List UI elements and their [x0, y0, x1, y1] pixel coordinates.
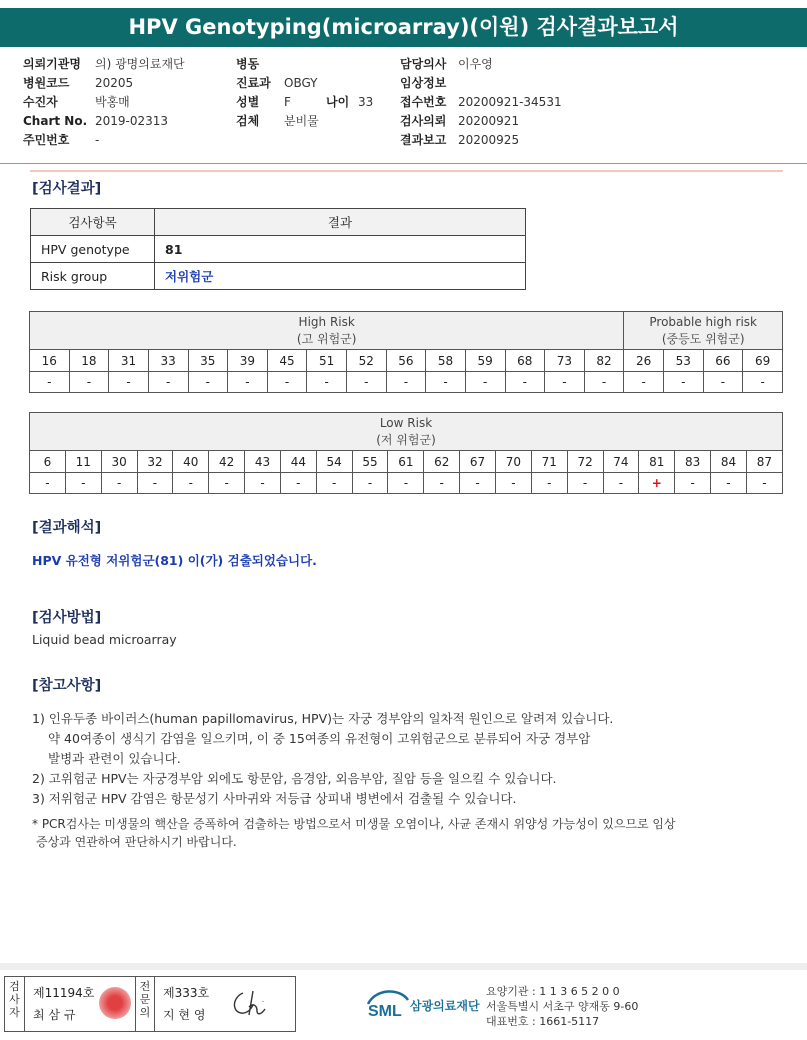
- genotype-number: 18: [69, 350, 109, 372]
- phone: 대표번호 : 1661-5117: [486, 1015, 600, 1028]
- genotype-result: -: [703, 372, 743, 393]
- table-row: [31, 263, 526, 290]
- genotype-number: 70: [495, 451, 531, 473]
- genotype-number: 73: [545, 350, 585, 372]
- specialist-license: 제333호: [163, 986, 210, 1000]
- genotype-number: 55: [352, 451, 388, 473]
- genotype-number: 62: [424, 451, 460, 473]
- agency-number: 요양기관 : 1 1 3 6 5 2 0 0: [486, 985, 620, 998]
- table-row: [31, 236, 526, 263]
- genotype-number: 16: [30, 350, 70, 372]
- genotype-number: 44: [280, 451, 316, 473]
- value-accession-no: 20200921-34531: [458, 95, 562, 109]
- reference-item: 1) 인유두종 바이러스(human papillomavirus, HPV)는 자궁 경부암의 일차적 원인으로 알려져 있습니다.: [32, 711, 614, 726]
- result-header-item: 검사항목: [31, 209, 155, 236]
- genotype-result: -: [505, 372, 545, 393]
- label-chart-no: Chart No.: [23, 114, 88, 128]
- footer-divider: [0, 963, 807, 970]
- value-department: OBGY: [284, 76, 318, 90]
- genotype-number: 52: [347, 350, 387, 372]
- sml-logo-icon: [366, 986, 410, 1020]
- genotype-number: 6: [30, 451, 66, 473]
- high-risk-table: [29, 311, 783, 393]
- genotype-number: 68: [505, 350, 545, 372]
- value-sex: F: [284, 95, 291, 109]
- genotype-result: -: [347, 372, 387, 393]
- label-sex: 성별: [236, 95, 260, 109]
- label-age: 나이: [326, 95, 350, 109]
- genotype-result: -: [495, 473, 531, 494]
- genotype-result: -: [245, 473, 281, 494]
- specialist-label: [135, 977, 155, 1031]
- value-age: 33: [358, 95, 374, 109]
- genotype-result: -: [148, 372, 188, 393]
- inspector-label-text: 검 사 자: [9, 980, 20, 1019]
- genotype-number: 32: [137, 451, 173, 473]
- genotype-result: -: [69, 372, 109, 393]
- genotype-result: -: [209, 473, 245, 494]
- value-chart-no: 2019-02313: [95, 114, 169, 128]
- divider: [0, 163, 807, 164]
- genotype-number: 43: [245, 451, 281, 473]
- label-department: 진료과: [236, 76, 271, 90]
- reference-item: 약 40여종이 생식기 감염을 일으키며, 이 중 15여종의 유전형이 고위험군으로 분류되어 자궁 경부암: [48, 731, 591, 746]
- genotype-result: -: [173, 473, 209, 494]
- genotype-number: 72: [567, 451, 603, 473]
- value-specimen: 분비물: [284, 114, 319, 128]
- high-risk-title: High Risk: [298, 314, 355, 329]
- genotype-number: 82: [584, 350, 624, 372]
- low-risk-subtitle: (저 위험군): [376, 432, 436, 447]
- genotype-number: 51: [307, 350, 347, 372]
- genotype-result: -: [426, 372, 466, 393]
- section-title-method: [검사방법]: [32, 610, 102, 626]
- genotype-result: -: [228, 372, 268, 393]
- genotype-result: -: [137, 473, 173, 494]
- genotype-number: 66: [703, 350, 743, 372]
- label-resident-no: 주민번호: [23, 133, 70, 147]
- info-col-2: [236, 55, 373, 131]
- inspector-label: [5, 977, 25, 1031]
- genotype-result: -: [603, 473, 639, 494]
- label-ward: 병동: [236, 57, 260, 71]
- genotype-result: -: [584, 372, 624, 393]
- value-report-date: 20200925: [458, 133, 520, 147]
- genotype-number: 33: [148, 350, 188, 372]
- label-specimen: 검체: [236, 114, 260, 128]
- reference-item: 2) 고위험군 HPV는 자궁경부암 외에도 항문암, 음경암, 외음부암, 질암 등을 일으킬 수 있습니다.: [32, 771, 557, 786]
- seal-icon: [99, 987, 131, 1019]
- divider-accent: [30, 170, 783, 172]
- genotype-result: -: [531, 473, 567, 494]
- low-risk-header: [30, 413, 783, 451]
- label-report-date: 결과보고: [400, 133, 447, 147]
- result-table: [30, 208, 526, 290]
- genotype-number: 45: [267, 350, 307, 372]
- result-value: 81: [155, 236, 526, 263]
- specialist-label-text: 전 문 의: [139, 980, 151, 1019]
- genotype-result: -: [567, 473, 603, 494]
- value-hospital-code: 20205: [95, 76, 134, 90]
- genotype-number: 69: [743, 350, 783, 372]
- genotype-result: -: [280, 473, 316, 494]
- inspector-name: 최 삼 규: [33, 1008, 76, 1022]
- label-request-date: 검사의뢰: [400, 114, 447, 128]
- probable-risk-subtitle: (중등도 위험군): [661, 331, 745, 346]
- genotype-result: -: [465, 372, 505, 393]
- genotype-number: 42: [209, 451, 245, 473]
- signature-icon: [227, 987, 269, 1021]
- genotype-number: 53: [664, 350, 704, 372]
- genotype-result: -: [388, 473, 424, 494]
- result-value: 저위험군: [155, 263, 526, 290]
- genotype-result: -: [460, 473, 496, 494]
- logo-abbr: SML: [368, 1003, 402, 1020]
- genotype-result: +: [639, 473, 675, 494]
- genotype-result: -: [352, 473, 388, 494]
- info-col-1: [23, 55, 185, 150]
- genotype-number: 61: [388, 451, 424, 473]
- section-title-result: [검사결과]: [32, 181, 102, 197]
- note-line: 증상과 연관하여 판단하시기 바랍니다.: [36, 835, 237, 849]
- inspector-license: 제11194호: [33, 986, 95, 1000]
- genotype-number: 87: [746, 451, 782, 473]
- genotype-number: 58: [426, 350, 466, 372]
- label-patient: 수진자: [23, 95, 58, 109]
- value-request-date: 20200921: [458, 114, 520, 128]
- genotype-number: 84: [711, 451, 747, 473]
- genotype-result: -: [675, 473, 711, 494]
- genotype-number: 59: [465, 350, 505, 372]
- genotype-number: 67: [460, 451, 496, 473]
- genotype-number: 26: [624, 350, 664, 372]
- genotype-number: 35: [188, 350, 228, 372]
- reference-list: [32, 709, 613, 809]
- genotype-result: -: [424, 473, 460, 494]
- probable-risk-header: [624, 312, 783, 350]
- genotype-result: -: [746, 473, 782, 494]
- inspector-no: [33, 982, 94, 1026]
- genotype-number: 40: [173, 451, 209, 473]
- genotype-number: 30: [101, 451, 137, 473]
- genotype-number: 83: [675, 451, 711, 473]
- signature-box: [4, 976, 296, 1032]
- method-text: Liquid bead microarray: [32, 632, 177, 647]
- genotype-number: 81: [639, 451, 675, 473]
- address: 서울특별시 서초구 양재동 9-60: [486, 1000, 639, 1013]
- genotype-number: 31: [109, 350, 149, 372]
- genotype-result: -: [711, 473, 747, 494]
- pcr-note: [32, 815, 676, 851]
- genotype-result: -: [386, 372, 426, 393]
- label-clinical-info: 임상정보: [400, 76, 447, 90]
- label-accession-no: 접수번호: [400, 95, 447, 109]
- report-title: HPV Genotyping(microarray)(이원) 검사결과보고서: [0, 8, 807, 47]
- label-institution: 의뢰기관명: [23, 57, 81, 71]
- genotype-number: 74: [603, 451, 639, 473]
- value-institution: 의) 광명의료재단: [95, 57, 185, 71]
- reference-item: 발병과 관련이 있습니다.: [48, 751, 181, 766]
- reference-item: 3) 저위험군 HPV 감염은 항문성기 사마귀와 저등급 상피내 병변에서 검출될 수 있습니다.: [32, 791, 517, 806]
- probable-risk-title: Probable high risk: [649, 314, 757, 329]
- specialist-no: [163, 982, 209, 1026]
- genotype-number: 54: [316, 451, 352, 473]
- genotype-result: -: [743, 372, 783, 393]
- genotype-result: -: [545, 372, 585, 393]
- low-risk-title: Low Risk: [379, 415, 433, 430]
- genotype-number: 71: [531, 451, 567, 473]
- genotype-number: 39: [228, 350, 268, 372]
- genotype-result: -: [624, 372, 664, 393]
- genotype-result: -: [188, 372, 228, 393]
- logo-name: 삼광의료재단: [410, 999, 480, 1013]
- high-risk-subtitle: (고 위험군): [296, 331, 357, 346]
- genotype-result: -: [109, 372, 149, 393]
- label-hospital-code: 병원코드: [23, 76, 70, 90]
- value-doctor: 이우영: [458, 57, 493, 71]
- result-item: Risk group: [31, 263, 155, 290]
- high-risk-header: [30, 312, 624, 350]
- genotype-result: -: [316, 473, 352, 494]
- interpretation-text: HPV 유전형 저위험군(81) 이(가) 검출되었습니다.: [32, 553, 317, 568]
- result-header-result: 결과: [155, 209, 526, 236]
- section-title-reference: [참고사항]: [32, 678, 102, 694]
- genotype-result: -: [307, 372, 347, 393]
- label-doctor: 담당의사: [400, 57, 447, 71]
- result-item: HPV genotype: [31, 236, 155, 263]
- low-risk-table: [29, 412, 783, 494]
- genotype-result: -: [101, 473, 137, 494]
- section-title-interpretation: [결과해석]: [32, 520, 102, 536]
- genotype-number: 56: [386, 350, 426, 372]
- institution-address: [486, 984, 638, 1029]
- specialist-name: 지 현 영: [163, 1008, 206, 1022]
- genotype-result: -: [30, 372, 70, 393]
- genotype-number: 11: [65, 451, 101, 473]
- value-patient: 박홍매: [95, 95, 130, 109]
- note-line: * PCR검사는 미생물의 핵산을 증폭하여 검출하는 방법으로서 미생물 오염이나, 사균 존재시 위양성 가능성이 있으므로 임상: [32, 817, 676, 831]
- genotype-result: -: [65, 473, 101, 494]
- value-resident-no: -: [95, 133, 100, 147]
- genotype-result: -: [30, 473, 66, 494]
- genotype-result: -: [664, 372, 704, 393]
- info-col-3: [400, 55, 562, 150]
- genotype-result: -: [267, 372, 307, 393]
